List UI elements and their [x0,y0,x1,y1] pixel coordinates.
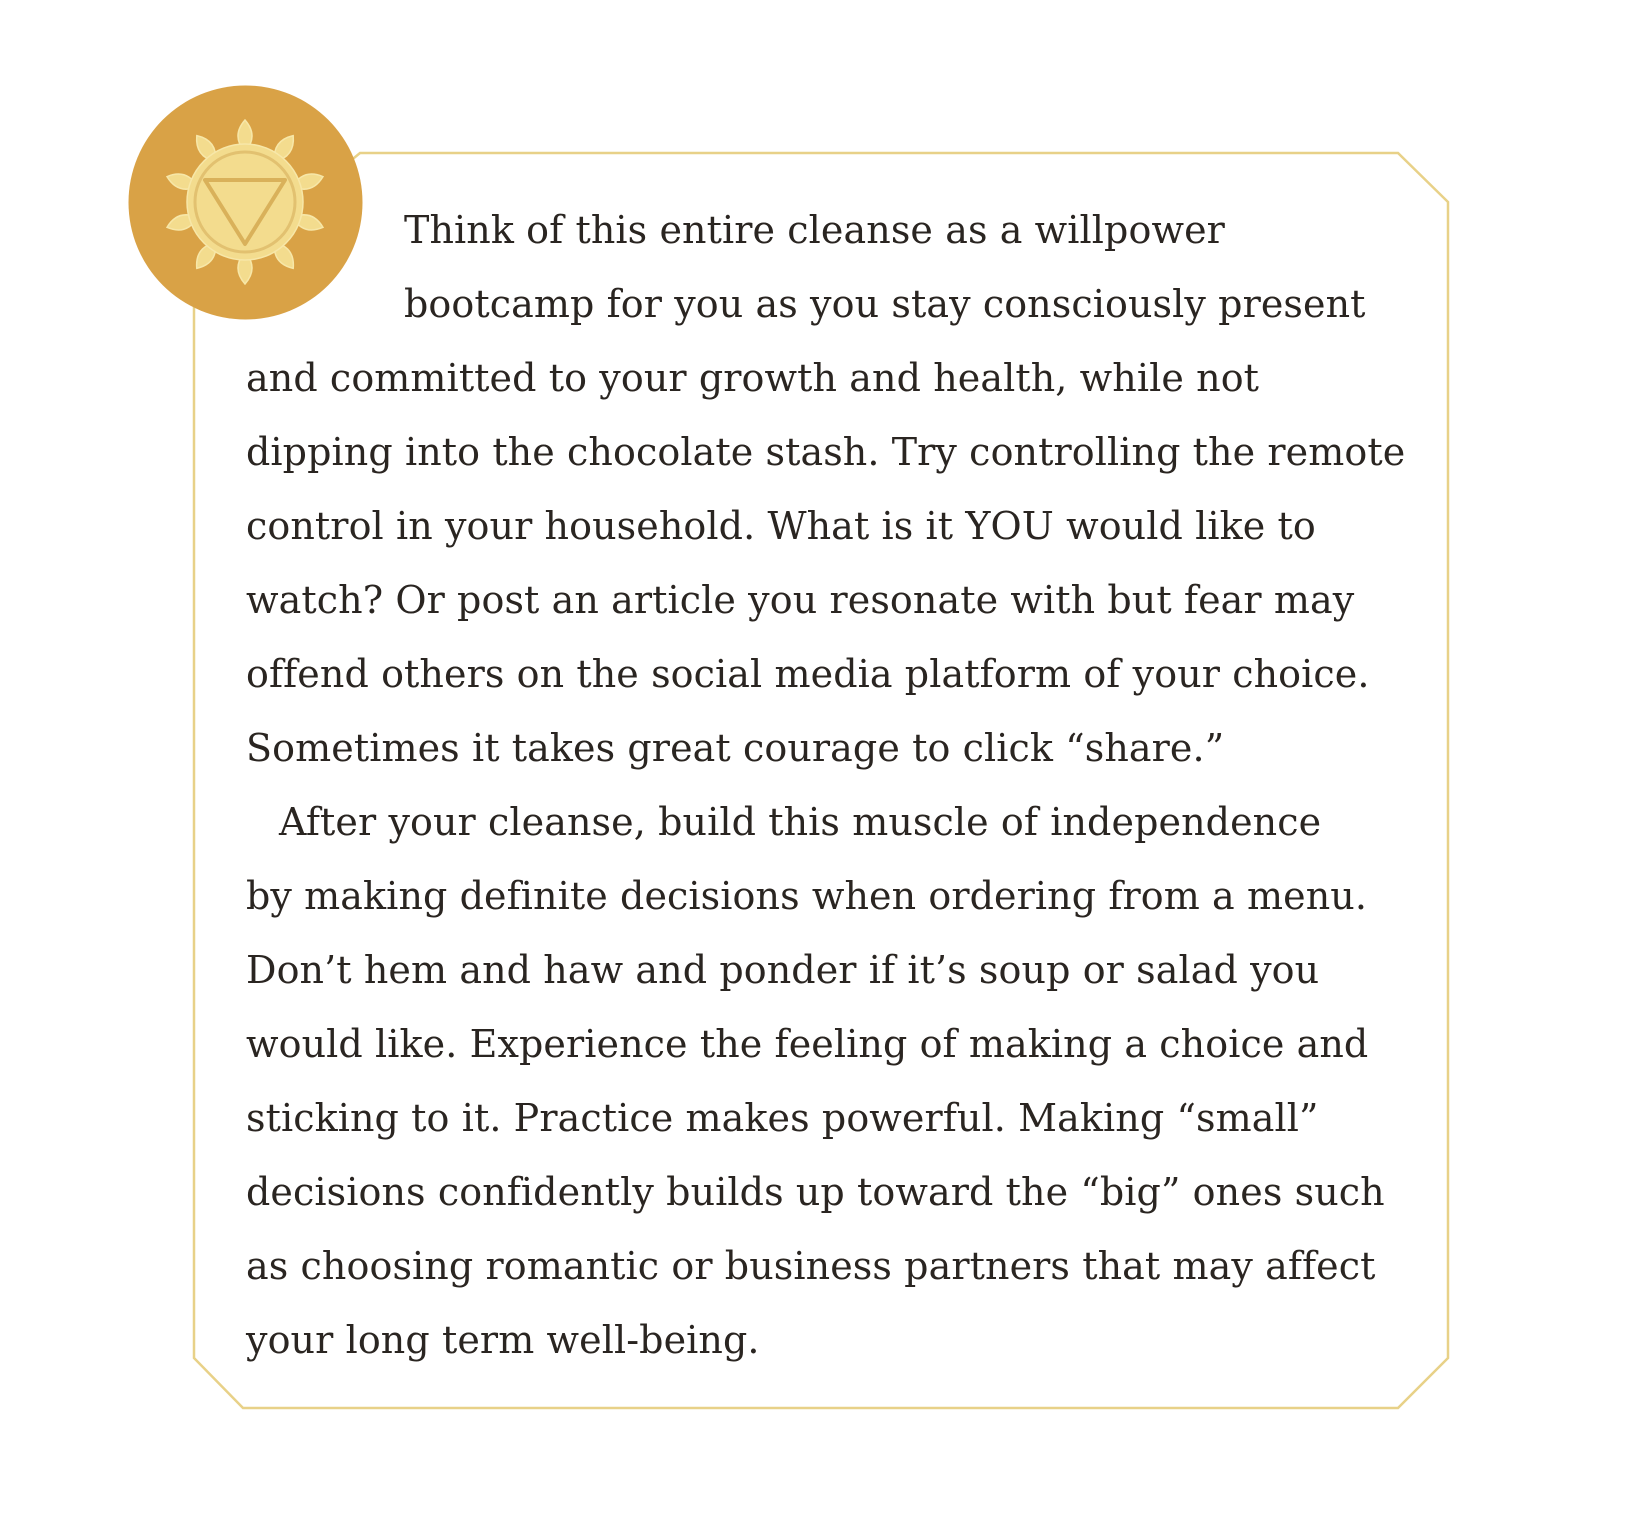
paragraph-2-line-2: by making definite decisions when ordering from a menu. [246,874,1368,918]
paragraph-1-line-5: control in your household. What is it YOU would like to [246,504,1316,548]
paragraph-1-line-8: Sometimes it takes great courage to click “share.” [246,726,1225,770]
paragraph-2-line-7: as choosing romantic or business partners that may affect [246,1244,1376,1288]
paragraph-1-line-1: Think of this entire cleanse as a willpower [404,208,1225,252]
paragraph-2-line-8: your long term well-being. [246,1318,760,1362]
paragraph-1-line-4: dipping into the chocolate stash. Try controlling the remote [246,430,1406,474]
paragraph-1-line-6: watch? Or post an article you resonate with but fear may [246,578,1355,622]
paragraph-2-line-4: would like. Experience the feeling of making a choice and [246,1022,1369,1066]
paragraph-2-line-6: decisions confidently builds up toward the “big” ones such [246,1170,1385,1214]
paragraph-2-line-1: After your cleanse, build this muscle of independence [279,800,1322,844]
paragraph-1-line-3: and committed to your growth and health, while not [246,356,1260,400]
paragraph-1-line-2: bootcamp for you as you stay consciously present [404,282,1366,326]
paragraph-2-line-3: Don’t hem and haw and ponder if it’s soup or salad you [246,948,1320,992]
paragraph-2-line-5: sticking to it. Practice makes powerful. Making “small” [246,1096,1319,1140]
paragraph-1-line-7: offend others on the social media platform of your choice. [246,652,1370,696]
